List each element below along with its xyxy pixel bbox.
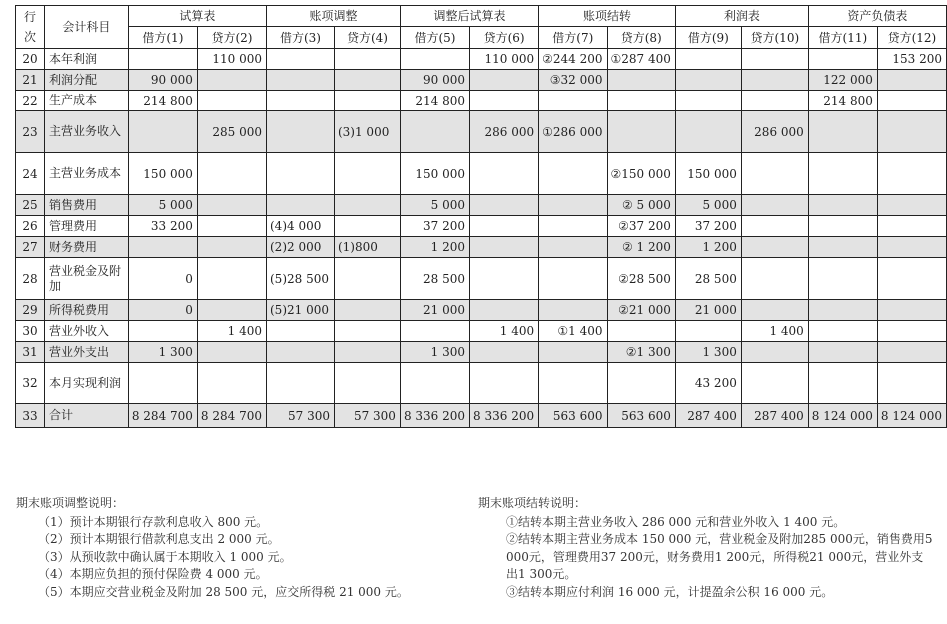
header-row-number: 行次 xyxy=(16,6,45,49)
amount-cell xyxy=(808,237,877,258)
account-name: 销售费用 xyxy=(44,195,128,216)
amount-cell: 57 300 xyxy=(267,404,335,428)
header-sub-column: 借方(1) xyxy=(128,27,197,49)
row-number: 29 xyxy=(16,300,45,321)
header-sub-column: 借方(5) xyxy=(400,27,469,49)
amount-cell xyxy=(877,342,946,363)
amount-cell: 8 284 700 xyxy=(128,404,197,428)
amount-cell: ①287 400 xyxy=(607,49,675,70)
amount-cell xyxy=(197,91,266,111)
account-name: 营业外支出 xyxy=(44,342,128,363)
amount-cell: 110 000 xyxy=(470,49,539,70)
row-number: 21 xyxy=(16,70,45,91)
amount-cell: 0 xyxy=(128,258,197,300)
account-name: 生产成本 xyxy=(44,91,128,111)
amount-cell xyxy=(128,363,197,404)
table-row xyxy=(16,300,947,321)
amount-cell xyxy=(607,363,675,404)
amount-cell xyxy=(808,49,877,70)
amount-cell xyxy=(400,111,469,153)
amount-cell xyxy=(675,321,741,342)
row-number: 31 xyxy=(16,342,45,363)
amount-cell: 21 000 xyxy=(675,300,741,321)
amount-cell xyxy=(741,91,808,111)
amount-cell: 1 300 xyxy=(400,342,469,363)
adjustment-note: （5）本期应交营业税金及附加 28 500 元，应交所得税 21 000 元。 xyxy=(38,584,409,599)
header-trial-balance: 试算表 xyxy=(128,6,266,27)
amount-cell: 214 800 xyxy=(808,91,877,111)
amount-cell: (2)2 000 xyxy=(267,237,335,258)
amount-cell xyxy=(470,216,539,237)
amount-cell xyxy=(877,111,946,153)
amount-cell xyxy=(470,70,539,91)
amount-cell: (5)28 500 xyxy=(267,258,335,300)
amount-cell xyxy=(675,111,741,153)
table-row xyxy=(16,363,947,404)
amount-cell xyxy=(334,70,400,91)
worksheet-table xyxy=(15,5,947,428)
amount-cell xyxy=(539,363,607,404)
amount-cell xyxy=(808,300,877,321)
amount-cell xyxy=(741,70,808,91)
amount-cell xyxy=(607,321,675,342)
amount-cell xyxy=(400,49,469,70)
header-sub-column: 贷方(12) xyxy=(877,27,946,49)
amount-cell xyxy=(808,258,877,300)
amount-cell xyxy=(128,111,197,153)
adjustment-note: （1）预计本期银行存款利息收入 800 元。 xyxy=(38,514,269,529)
header-sub-column: 贷方(6) xyxy=(470,27,539,49)
amount-cell xyxy=(197,216,266,237)
amount-cell xyxy=(675,70,741,91)
transfer-notes-title: 期末账项结转说明： xyxy=(478,496,587,510)
header-adjusted-trial-balance: 调整后试算表 xyxy=(400,6,538,27)
amount-cell xyxy=(334,300,400,321)
amount-cell: ①286 000 xyxy=(539,111,607,153)
header-sub-column: 借方(9) xyxy=(675,27,741,49)
amount-cell: ②150 000 xyxy=(607,153,675,195)
amount-cell: 21 000 xyxy=(400,300,469,321)
amount-cell: ①1 400 xyxy=(539,321,607,342)
amount-cell: (3)1 000 xyxy=(334,111,400,153)
amount-cell: ② 5 000 xyxy=(607,195,675,216)
amount-cell xyxy=(808,111,877,153)
account-name: 管理费用 xyxy=(44,216,128,237)
amount-cell: ②28 500 xyxy=(607,258,675,300)
amount-cell: 1 300 xyxy=(128,342,197,363)
amount-cell xyxy=(334,258,400,300)
account-name: 本月实现利润 xyxy=(44,363,128,404)
amount-cell xyxy=(539,195,607,216)
amount-cell: 57 300 xyxy=(334,404,400,428)
amount-cell xyxy=(470,258,539,300)
amount-cell: 287 400 xyxy=(675,404,741,428)
amount-cell xyxy=(877,321,946,342)
amount-cell: 8 336 200 xyxy=(400,404,469,428)
amount-cell xyxy=(877,153,946,195)
amount-cell: ②21 000 xyxy=(607,300,675,321)
amount-cell: 110 000 xyxy=(197,49,266,70)
row-number: 26 xyxy=(16,216,45,237)
amount-cell: 90 000 xyxy=(400,70,469,91)
amount-cell xyxy=(400,321,469,342)
amount-cell xyxy=(877,216,946,237)
amount-cell: 8 124 000 xyxy=(808,404,877,428)
amount-cell xyxy=(877,237,946,258)
amount-cell: 563 600 xyxy=(539,404,607,428)
amount-cell xyxy=(741,300,808,321)
amount-cell xyxy=(267,363,335,404)
amount-cell: 150 000 xyxy=(400,153,469,195)
amount-cell: 90 000 xyxy=(128,70,197,91)
amount-cell: 0 xyxy=(128,300,197,321)
amount-cell: (1)800 xyxy=(334,237,400,258)
amount-cell: ②244 200 xyxy=(539,49,607,70)
amount-cell xyxy=(741,49,808,70)
header-sub-column: 借方(7) xyxy=(539,27,607,49)
amount-cell: 8 336 200 xyxy=(470,404,539,428)
amount-cell xyxy=(607,111,675,153)
amount-cell xyxy=(197,153,266,195)
table-row xyxy=(16,49,947,70)
amount-cell: 153 200 xyxy=(877,49,946,70)
amount-cell: 37 200 xyxy=(675,216,741,237)
adjustment-note: （3）从预收款中确认属于本期收入 1 000 元。 xyxy=(38,549,292,564)
amount-cell: ②37 200 xyxy=(607,216,675,237)
amount-cell xyxy=(334,363,400,404)
amount-cell xyxy=(197,195,266,216)
account-name: 营业外收入 xyxy=(44,321,128,342)
amount-cell xyxy=(741,258,808,300)
amount-cell xyxy=(808,363,877,404)
amount-cell xyxy=(267,195,335,216)
amount-cell: 33 200 xyxy=(128,216,197,237)
amount-cell: 150 000 xyxy=(675,153,741,195)
transfer-note: ③结转本期应付利润 16 000 元，计提盈余公积 16 000 元。 xyxy=(506,584,834,599)
amount-cell xyxy=(741,237,808,258)
amount-cell xyxy=(539,258,607,300)
amount-cell: 1 200 xyxy=(675,237,741,258)
amount-cell xyxy=(607,91,675,111)
amount-cell: 286 000 xyxy=(470,111,539,153)
row-number: 24 xyxy=(16,153,45,195)
row-number: 28 xyxy=(16,258,45,300)
amount-cell xyxy=(877,258,946,300)
amount-cell: 287 400 xyxy=(741,404,808,428)
adjustment-note: （4）本期应负担的预付保险费 4 000 元。 xyxy=(38,567,268,581)
amount-cell xyxy=(470,363,539,404)
amount-cell: 1 400 xyxy=(741,321,808,342)
amount-cell xyxy=(808,342,877,363)
table-row xyxy=(16,91,947,111)
amount-cell xyxy=(470,300,539,321)
amount-cell xyxy=(470,195,539,216)
row-number: 23 xyxy=(16,111,45,153)
table-row xyxy=(16,111,947,153)
amount-cell: 28 500 xyxy=(675,258,741,300)
amount-cell xyxy=(877,70,946,91)
amount-cell xyxy=(267,70,335,91)
amount-cell: (5)21 000 xyxy=(267,300,335,321)
account-name: 利润分配 xyxy=(44,70,128,91)
amount-cell xyxy=(334,216,400,237)
amount-cell xyxy=(877,363,946,404)
table-row xyxy=(16,404,947,428)
header-sub-column: 贷方(4) xyxy=(334,27,400,49)
amount-cell: 286 000 xyxy=(741,111,808,153)
amount-cell xyxy=(267,342,335,363)
amount-cell: 1 400 xyxy=(197,321,266,342)
amount-cell: 150 000 xyxy=(128,153,197,195)
amount-cell xyxy=(539,216,607,237)
amount-cell xyxy=(741,195,808,216)
amount-cell xyxy=(539,300,607,321)
amount-cell: 5 000 xyxy=(128,195,197,216)
amount-cell xyxy=(470,91,539,111)
account-name: 营业税金及附加 xyxy=(44,258,128,300)
row-number: 25 xyxy=(16,195,45,216)
amount-cell xyxy=(334,321,400,342)
transfer-notes xyxy=(478,495,933,601)
amount-cell xyxy=(470,153,539,195)
amount-cell: 1 300 xyxy=(675,342,741,363)
amount-cell: 37 200 xyxy=(400,216,469,237)
amount-cell: 28 500 xyxy=(400,258,469,300)
amount-cell xyxy=(741,342,808,363)
amount-cell xyxy=(267,91,335,111)
amount-cell xyxy=(808,216,877,237)
row-number: 22 xyxy=(16,91,45,111)
amount-cell xyxy=(197,258,266,300)
header-sub-column: 贷方(2) xyxy=(197,27,266,49)
amount-cell xyxy=(539,91,607,111)
amount-cell xyxy=(808,195,877,216)
amount-cell xyxy=(808,153,877,195)
amount-cell xyxy=(267,153,335,195)
amount-cell xyxy=(128,321,197,342)
amount-cell xyxy=(877,195,946,216)
amount-cell xyxy=(197,363,266,404)
header-sub-column: 借方(11) xyxy=(808,27,877,49)
amount-cell: 214 800 xyxy=(128,91,197,111)
amount-cell: 5 000 xyxy=(675,195,741,216)
row-number: 27 xyxy=(16,237,45,258)
table-row xyxy=(16,258,947,300)
amount-cell xyxy=(741,363,808,404)
amount-cell: (4)4 000 xyxy=(267,216,335,237)
amount-cell xyxy=(400,363,469,404)
amount-cell xyxy=(741,216,808,237)
header-closing-transfers: 账项结转 xyxy=(539,6,676,27)
amount-cell xyxy=(267,49,335,70)
row-number: 30 xyxy=(16,321,45,342)
amount-cell xyxy=(539,153,607,195)
amount-cell xyxy=(334,153,400,195)
header-adjustments: 账项调整 xyxy=(267,6,401,27)
amount-cell xyxy=(197,237,266,258)
header-account: 会计科目 xyxy=(44,6,128,49)
row-number: 20 xyxy=(16,49,45,70)
row-number: 32 xyxy=(16,363,45,404)
account-name: 主营业务收入 xyxy=(44,111,128,153)
amount-cell xyxy=(470,342,539,363)
amount-cell xyxy=(267,111,335,153)
transfer-note: ①结转本期主营业务收入 286 000 元和营业外收入 1 400 元。 xyxy=(506,514,846,529)
header-income-statement: 利润表 xyxy=(675,6,808,27)
header-sub-column: 贷方(8) xyxy=(607,27,675,49)
adjustment-notes xyxy=(16,495,456,601)
amount-cell xyxy=(334,342,400,363)
account-name: 主营业务成本 xyxy=(44,153,128,195)
table-row xyxy=(16,216,947,237)
table-row xyxy=(16,342,947,363)
amount-cell xyxy=(334,49,400,70)
amount-cell: 43 200 xyxy=(675,363,741,404)
account-name: 财务费用 xyxy=(44,237,128,258)
header-sub-column: 借方(3) xyxy=(267,27,335,49)
amount-cell xyxy=(470,237,539,258)
adjustment-note: （2）预计本期银行借款利息支出 2 000 元。 xyxy=(38,532,280,546)
amount-cell: ② 1 200 xyxy=(607,237,675,258)
amount-cell xyxy=(128,49,197,70)
amount-cell: 5 000 xyxy=(400,195,469,216)
account-name: 所得税费用 xyxy=(44,300,128,321)
amount-cell: 8 124 000 xyxy=(877,404,946,428)
amount-cell xyxy=(539,237,607,258)
amount-cell: 122 000 xyxy=(808,70,877,91)
table-row xyxy=(16,195,947,216)
amount-cell: 1 200 xyxy=(400,237,469,258)
adjustment-notes-title: 期末账项调整说明： xyxy=(16,496,125,510)
amount-cell: 214 800 xyxy=(400,91,469,111)
amount-cell xyxy=(197,342,266,363)
amount-cell xyxy=(197,70,266,91)
account-name: 本年利润 xyxy=(44,49,128,70)
header-sub-column: 贷方(10) xyxy=(741,27,808,49)
amount-cell xyxy=(128,237,197,258)
amount-cell: 1 400 xyxy=(470,321,539,342)
amount-cell xyxy=(539,342,607,363)
amount-cell xyxy=(334,91,400,111)
table-row xyxy=(16,237,947,258)
amount-cell xyxy=(808,321,877,342)
amount-cell xyxy=(877,300,946,321)
amount-cell: 8 284 700 xyxy=(197,404,266,428)
amount-cell xyxy=(675,91,741,111)
amount-cell xyxy=(675,49,741,70)
table-row xyxy=(16,153,947,195)
amount-cell xyxy=(197,300,266,321)
amount-cell: ③32 000 xyxy=(539,70,607,91)
amount-cell: 285 000 xyxy=(197,111,266,153)
transfer-note: ②结转本期主营业务成本 150 000 元，营业税金及附加285 000元，销售费用5 000元，管理费用37 200元，财务费用1 200元，所得税21 000元，营业外支出1 300元。 xyxy=(506,532,933,581)
amount-cell xyxy=(877,91,946,111)
amount-cell xyxy=(334,195,400,216)
table-row xyxy=(16,70,947,91)
table-row xyxy=(16,321,947,342)
amount-cell xyxy=(741,153,808,195)
account-name: 合计 xyxy=(44,404,128,428)
header-balance-sheet: 资产负债表 xyxy=(808,6,946,27)
amount-cell: ②1 300 xyxy=(607,342,675,363)
amount-cell xyxy=(267,321,335,342)
row-number: 33 xyxy=(16,404,45,428)
amount-cell: 563 600 xyxy=(607,404,675,428)
amount-cell xyxy=(607,70,675,91)
